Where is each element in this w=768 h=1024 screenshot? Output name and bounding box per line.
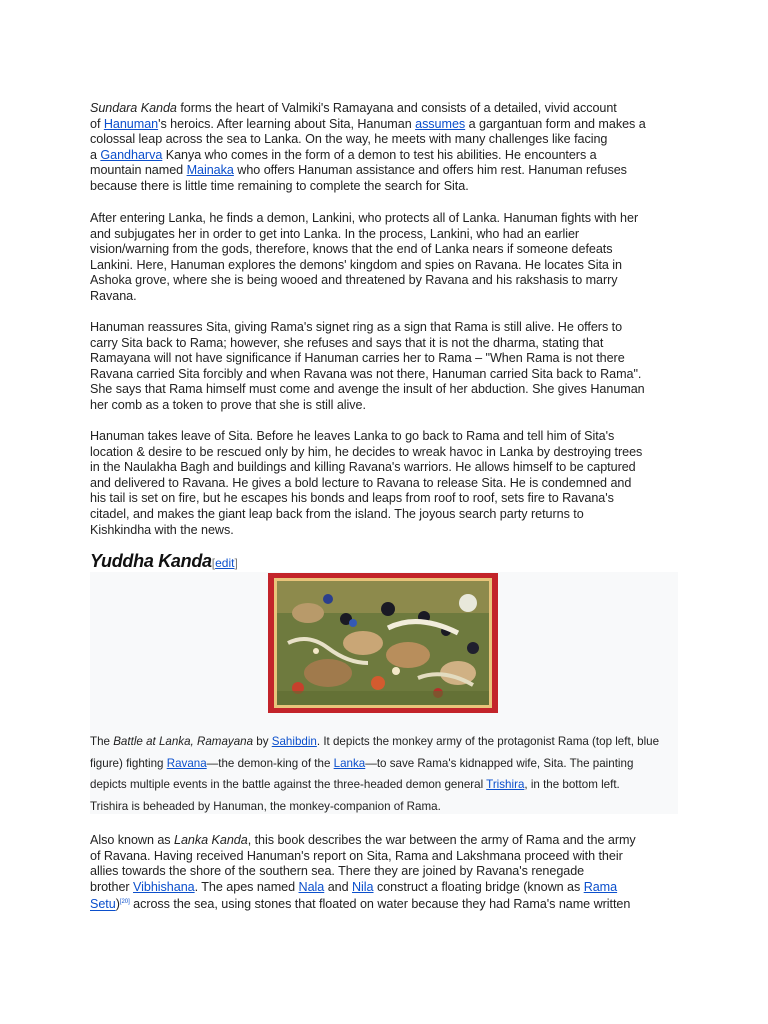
inline-link[interactable]: Nala (298, 879, 325, 894)
text-line (90, 398, 678, 414)
text-line (90, 242, 678, 258)
inline-link[interactable]: Trishira (486, 778, 525, 792)
text-line (90, 367, 678, 383)
text-span: Kanya who comes in the form of a demon to test his abilities. He encounters a (162, 147, 597, 162)
text-line (90, 796, 678, 818)
text-span: of (90, 116, 104, 131)
text-line (90, 163, 678, 179)
text-line (90, 336, 678, 352)
text-span: location & desire to be rescued only by him, he decides to wreak havoc in Lanka by destroying trees (90, 444, 643, 459)
text-span: brother (90, 879, 134, 894)
text-span: —the demon-king of the (206, 756, 334, 770)
paragraph-signet-ring (90, 320, 678, 414)
text-span: ) (115, 897, 120, 912)
inline-link[interactable]: Lanka (333, 756, 366, 770)
text-span: Ravana carried Sita forcibly and when Ravana was not there, Hanuman carried Sita back to Rama". (90, 366, 642, 381)
text-span: citadel, and makes the giant leap back from the island. The joyous search party returns to (90, 506, 584, 521)
text-span: his tail is set on fire, but he escapes his bonds and leaps from roof to roof, sets fire to Ravana's (90, 491, 614, 506)
text-line (90, 849, 678, 865)
text-span: Ramayana will not have significance if Hanuman carries her to Rama – "When Rama is not there (90, 351, 625, 366)
text-line (90, 382, 678, 398)
text-line (90, 273, 678, 289)
text-span: her comb as a token to prove that she is still alive. (90, 397, 366, 412)
text-span: Kishkindha with the news. (90, 522, 234, 537)
text-span: allies towards the shore of the southern sea. There they are joined by Ravana's renegade (90, 864, 585, 879)
text-span: Trishira is beheaded by Hanuman, the monkey-companion of Rama. (90, 799, 441, 813)
citation-ref[interactable]: [20] (119, 899, 130, 906)
text-line (90, 117, 678, 133)
paragraph-lankini (90, 211, 678, 305)
text-line (90, 101, 678, 117)
section-title: Yuddha Kanda (90, 551, 212, 571)
inline-link[interactable]: Sahibdin (271, 735, 317, 748)
text-span: across the sea, using stones that floated on water because they had Rama's name written (129, 897, 631, 912)
text-span: , in the bottom left. (524, 778, 620, 792)
inline-link[interactable]: Mainaka (186, 163, 234, 178)
text-line (90, 895, 678, 913)
figure-caption (90, 731, 678, 817)
section-heading (90, 551, 238, 572)
text-line (90, 833, 678, 849)
text-line (90, 429, 678, 445)
text-span: —to save Rama's kidnapped wife, Sita. The painting (365, 756, 634, 770)
text-span: construct a floating bridge (known as (373, 879, 584, 894)
text-span: . It depicts the monkey army of the protagonist Rama (top left, blue (316, 735, 660, 748)
text-span: She says that Rama himself must come and avenge the insult of her abduction. She gives Hanuman (90, 382, 645, 397)
text-span: Ravana. (90, 288, 137, 303)
edit-section-link-wrapper: [edit] (211, 556, 238, 570)
text-span: Also known as (90, 833, 175, 847)
text-line (90, 258, 678, 274)
text-span: 's heroics. After learning about Sita, Hanuman (158, 116, 416, 131)
edit-section-link[interactable]: edit (215, 556, 235, 570)
text-span: a (90, 147, 101, 162)
text-span: of Ravana. Having received Hanuman's report on Sita, Rama and Lakshmana proceed with their (90, 848, 623, 863)
text-line (90, 731, 678, 753)
text-span: Hanuman reassures Sita, giving Rama's signet ring as a sign that Rama is still alive. He offers to (90, 320, 623, 334)
text-line (90, 227, 678, 243)
text-line (90, 211, 678, 227)
text-span: because there is little time remaining to complete the search for Sita. (90, 178, 469, 193)
text-line (90, 774, 678, 796)
italic-text: Lanka Kanda (174, 833, 248, 847)
inline-link[interactable]: Gandharva (100, 147, 163, 162)
text-span: and subjugates her in order to get into Lanka. In the process, Lankini, who had an earlier (90, 226, 580, 241)
inline-link[interactable]: Rama (583, 879, 618, 894)
text-line (90, 507, 678, 523)
text-line (90, 148, 678, 164)
paragraph-yuddha-intro (90, 833, 678, 913)
text-span: colossal leap across the sea to Lanka. On the way, he meets with many challenges like facing (90, 132, 608, 147)
text-span: vision/warning from the gods, therefore, knows that the end of Lanka nears if someone defeats (90, 242, 613, 257)
text-span: and delivered to Ravana. He gives a bold lecture to Ravana to release Sita. He is condemned and (90, 475, 632, 490)
inline-link[interactable]: Hanuman (103, 116, 159, 131)
text-line (90, 476, 678, 492)
italic-text: Sundara Kanda (90, 101, 177, 115)
text-span: by (253, 735, 272, 748)
text-line (90, 864, 678, 880)
text-span: forms the heart of Valmiki's Ramayana and consists of a detailed, vivid account (176, 101, 617, 115)
text-span: who offers Hanuman assistance and offers him rest. Hanuman refuses (233, 163, 627, 178)
text-span: carry Sita back to Rama; however, she refuses and says that it is not the dharma, stating that (90, 335, 604, 350)
text-span: The (90, 735, 114, 748)
text-span: and (324, 879, 353, 894)
text-line (90, 491, 678, 507)
text-span: Hanuman takes leave of Sita. Before he leaves Lanka to go back to Rama and tell him of Sita's (90, 429, 615, 443)
text-span: After entering Lanka, he finds a demon, Lankini, who protects all of Lanka. Hanuman fights with her (90, 211, 639, 225)
text-span: Ashoka grove, where she is being wooed and threatened by Ravana and his rakshasis to marry (90, 273, 618, 288)
text-span: Lankini. Here, Hanuman explores the demons' kingdom and spies on Ravana. He locates Sita in (90, 257, 622, 272)
text-span: , this book describes the war between the army of Rama and the army (247, 833, 636, 847)
inline-link[interactable]: Vibhishana (133, 879, 195, 894)
text-line (90, 880, 678, 896)
italic-text: Battle at Lanka, Ramayana (113, 735, 254, 748)
paragraph-havoc-in-lanka (90, 429, 678, 538)
inline-link[interactable]: assumes (415, 116, 466, 131)
text-span: . The apes named (194, 879, 299, 894)
text-span: a gargantuan form and makes a (465, 116, 646, 131)
text-line (90, 289, 678, 305)
text-line (90, 179, 678, 195)
inline-link[interactable]: Ravana (166, 756, 207, 770)
text-span: in the Naulakha Bagh and buildings and killing Ravana's warriors. He allows himself to be captured (90, 460, 636, 475)
text-line (90, 460, 678, 476)
paragraph-sundara-intro (90, 101, 678, 195)
text-line (90, 132, 678, 148)
battle-painting-image[interactable] (268, 573, 498, 713)
text-span: mountain named (90, 163, 187, 178)
text-line (90, 523, 678, 539)
inline-link[interactable]: Setu (90, 897, 116, 912)
text-line (90, 445, 678, 461)
text-line (90, 351, 678, 367)
text-span: figure) fighting (90, 756, 167, 770)
text-line (90, 320, 678, 336)
inline-link[interactable]: Nila (352, 879, 374, 894)
text-line (90, 753, 678, 775)
text-span: depicts multiple events in the battle against the three-headed demon general (90, 778, 487, 792)
